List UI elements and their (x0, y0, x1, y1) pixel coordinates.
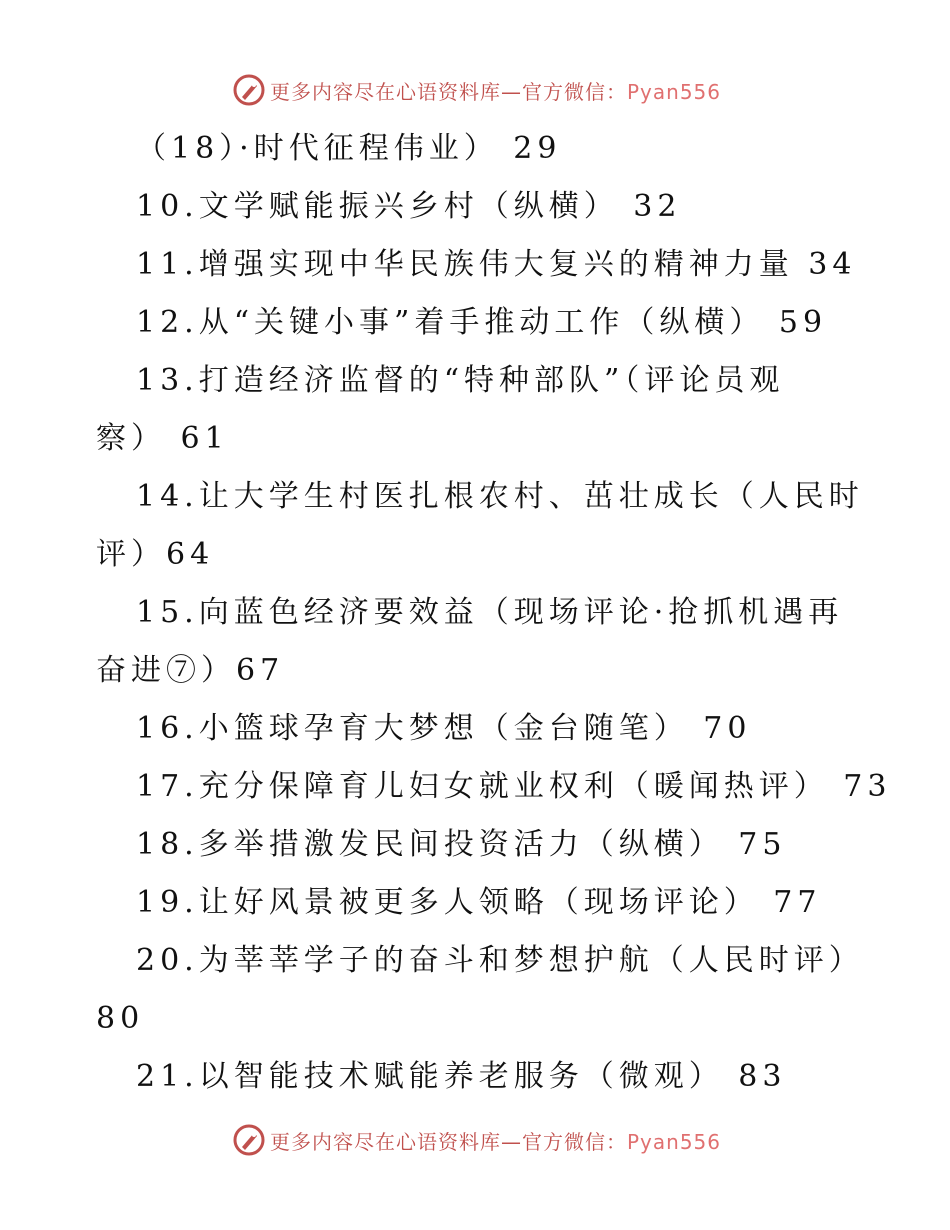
toc-entry-line: 奋进⑦）67 (96, 653, 285, 688)
toc-entry-line: 14.让大学生村医扎根农村、茁壮成长（人民时 (136, 479, 864, 514)
toc-entry (96, 1048, 866, 1106)
pen-nib-logo-icon (232, 1123, 266, 1157)
watermark-text: 更多内容尽在心语资料库—官方微信：Pyan556 (270, 1129, 722, 1154)
toc-entry-line: 19.让好风景被更多人领略（现场评论） 77 (136, 885, 822, 920)
toc-entry-line: 18.多举措激发民间投资活力（纵横） 75 (136, 827, 787, 862)
toc-entry (96, 700, 866, 758)
toc-entry-line: 12.从“关键小事”着手推动工作（纵横） 59 (136, 305, 828, 340)
toc-entry (96, 468, 866, 584)
toc-entry (96, 758, 892, 816)
toc-entry (96, 236, 866, 294)
toc-entry (96, 178, 866, 236)
toc-entry-line: 21.以智能技术赋能养老服务（微观） 83 (136, 1059, 787, 1094)
toc-entry (96, 294, 866, 352)
toc-entry (96, 816, 866, 874)
toc-entry-line: 评）64 (96, 537, 215, 572)
toc-entry-line: 11.增强实现中华民族伟大复兴的精神力量 34 (136, 247, 857, 282)
toc-entry (96, 120, 866, 178)
toc-entry-line: 10.文学赋能振兴乡村（纵横） 32 (136, 189, 682, 224)
toc-entry-line: 17.充分保障育儿妇女就业权利（暖闻热评） 73 (136, 769, 892, 804)
toc-entry-line: 察） 61 (96, 421, 229, 456)
toc-entry (96, 874, 866, 932)
toc-entry-line: 16.小篮球孕育大梦想（金台随笔） 70 (136, 711, 752, 746)
header-watermark (232, 70, 752, 110)
toc-entry-line: 15.向蓝色经济要效益（现场评论·抢抓机遇再 (136, 595, 844, 630)
footer-watermark (232, 1120, 752, 1160)
toc-entry (96, 932, 866, 1048)
toc-entry (96, 584, 866, 700)
toc-entry-line: 13.打造经济监督的“特种部队”（评论员观 (136, 363, 785, 398)
toc-entry-line: 20.为莘莘学子的奋斗和梦想护航（人民时评） (136, 943, 864, 978)
toc-entry-line: （18）·时代征程伟业） 29 (136, 131, 562, 166)
watermark-text: 更多内容尽在心语资料库—官方微信：Pyan556 (270, 79, 722, 104)
toc-entry (96, 352, 866, 468)
pen-nib-logo-icon (232, 73, 266, 107)
toc-entry-line: 80 (96, 1001, 145, 1036)
